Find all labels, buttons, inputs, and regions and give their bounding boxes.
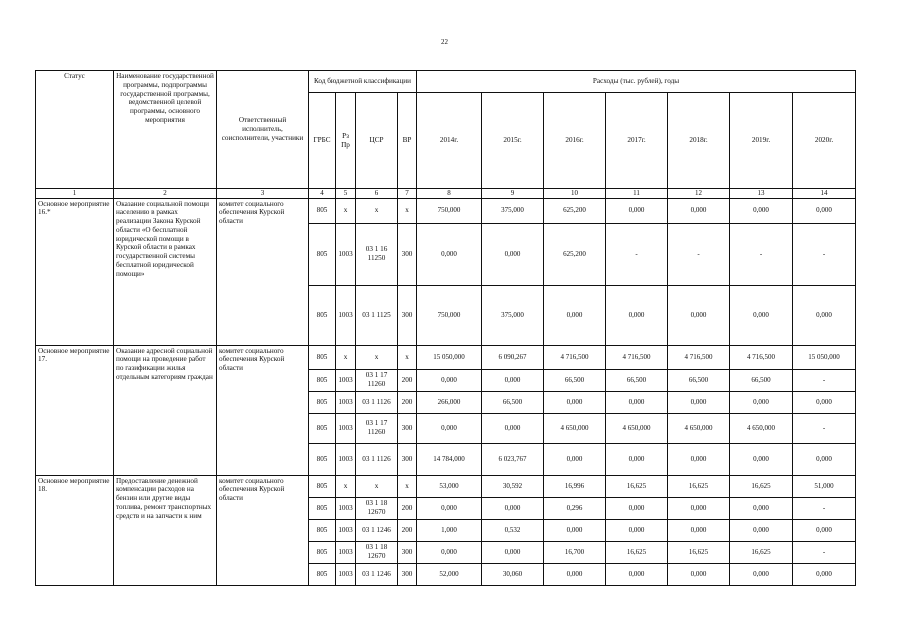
amount-cell: 0,000 (730, 285, 793, 345)
vr-cell: 200 (398, 391, 417, 413)
grbs-cell: 805 (309, 475, 336, 497)
amount-cell: 750,000 (417, 198, 482, 223)
amount-cell: 0,000 (482, 497, 544, 519)
amount-cell: 15 050,000 (793, 345, 856, 369)
csr-cell: 03 1 17 11260 (356, 369, 398, 391)
amount-cell: - (668, 223, 730, 285)
amount-cell: 16,625 (668, 541, 730, 563)
amount-cell: 750,000 (417, 285, 482, 345)
column-number: 10 (544, 189, 606, 199)
amount-cell: 625,200 (544, 198, 606, 223)
amount-cell: - (793, 223, 856, 285)
group-name: Предоставление денежной компенсации расходов на бензин или другие виды топлива, ремонт транспортных средств и на запчасти к ним (114, 475, 217, 585)
amount-cell: 0,000 (668, 198, 730, 223)
vr-cell: 300 (398, 413, 417, 443)
header-name: Наименование государственной программы, подпрограммы государственной программы, ведомственной целевой программы, основного мероприятия (114, 71, 217, 189)
csr-cell: 03 1 18 12670 (356, 497, 398, 519)
amount-cell: 0,000 (417, 497, 482, 519)
amount-cell: 4 716,500 (668, 345, 730, 369)
amount-cell: 0,000 (544, 391, 606, 413)
amount-cell: 266,000 (417, 391, 482, 413)
amount-cell: 4 716,500 (730, 345, 793, 369)
amount-cell: - (793, 413, 856, 443)
column-number: 8 (417, 189, 482, 199)
header-expenses: Расходы (тыс. рублей), годы (417, 71, 856, 93)
amount-cell: 0,000 (606, 285, 668, 345)
rzpr-cell: 1003 (336, 391, 356, 413)
rzpr-cell: 1003 (336, 541, 356, 563)
amount-cell: 0,532 (482, 519, 544, 541)
amount-cell: 0,000 (668, 285, 730, 345)
budget-table (35, 70, 856, 586)
amount-cell: 0,000 (793, 563, 856, 585)
amount-cell: 4 650,000 (668, 413, 730, 443)
group-status: Основное мероприятие 16.* (36, 198, 114, 345)
amount-cell: 16,625 (730, 541, 793, 563)
column-number: 3 (217, 189, 309, 199)
vr-cell: 200 (398, 519, 417, 541)
amount-cell: 0,000 (544, 519, 606, 541)
header-rzpr: Рз Пр (336, 93, 356, 189)
amount-cell: 66,500 (606, 369, 668, 391)
grbs-cell: 805 (309, 369, 336, 391)
csr-cell: 03 1 18 12670 (356, 541, 398, 563)
header-year: 2020г. (793, 93, 856, 189)
amount-cell: 0,000 (482, 413, 544, 443)
vr-cell: 300 (398, 443, 417, 475)
column-number: 7 (398, 189, 417, 199)
amount-cell: 4 650,000 (606, 413, 668, 443)
column-number: 5 (336, 189, 356, 199)
vr-cell: 300 (398, 285, 417, 345)
header-year: 2014г. (417, 93, 482, 189)
rzpr-cell: x (336, 475, 356, 497)
amount-cell: 0,000 (417, 541, 482, 563)
amount-cell: 52,000 (417, 563, 482, 585)
amount-cell: 16,625 (730, 475, 793, 497)
amount-cell: 0,000 (544, 563, 606, 585)
amount-cell: 0,000 (606, 563, 668, 585)
column-number: 12 (668, 189, 730, 199)
rzpr-cell: 1003 (336, 497, 356, 519)
amount-cell: 0,000 (544, 285, 606, 345)
vr-cell: 300 (398, 223, 417, 285)
amount-cell: 0,000 (417, 413, 482, 443)
column-number: 2 (114, 189, 217, 199)
header-year: 2018г. (668, 93, 730, 189)
grbs-cell: 805 (309, 391, 336, 413)
grbs-cell: 805 (309, 223, 336, 285)
amount-cell: - (606, 223, 668, 285)
grbs-cell: 805 (309, 563, 336, 585)
amount-cell: 0,000 (730, 519, 793, 541)
amount-cell: 66,500 (730, 369, 793, 391)
amount-cell: 0,000 (730, 391, 793, 413)
amount-cell: 0,000 (606, 443, 668, 475)
header-year: 2016г. (544, 93, 606, 189)
header-csr: ЦСР (356, 93, 398, 189)
rzpr-cell: 1003 (336, 223, 356, 285)
csr-cell: x (356, 475, 398, 497)
group-name: Оказание социальной помощи населению в рамках реализации Закона Курской области «О бесплатной юридической помощи в Курской области в рамках государственной системы бесплатной юридической помощи» (114, 198, 217, 345)
amount-cell: 16,625 (668, 475, 730, 497)
amount-cell: 0,296 (544, 497, 606, 519)
amount-cell: 0,000 (606, 497, 668, 519)
group-status: Основное мероприятие 18. (36, 475, 114, 585)
amount-cell: 0,000 (668, 519, 730, 541)
amount-cell: 6 023,767 (482, 443, 544, 475)
amount-cell: 1,000 (417, 519, 482, 541)
grbs-cell: 805 (309, 285, 336, 345)
table-row (36, 198, 856, 223)
column-number: 4 (309, 189, 336, 199)
amount-cell: 0,000 (544, 443, 606, 475)
amount-cell: 0,000 (793, 519, 856, 541)
amount-cell: 66,500 (544, 369, 606, 391)
amount-cell: 0,000 (606, 198, 668, 223)
table-row (36, 475, 856, 497)
amount-cell: 0,000 (668, 443, 730, 475)
amount-cell: 0,000 (606, 391, 668, 413)
grbs-cell: 805 (309, 443, 336, 475)
amount-cell: 16,625 (606, 475, 668, 497)
amount-cell: 0,000 (730, 443, 793, 475)
header-year: 2017г. (606, 93, 668, 189)
amount-cell: 0,000 (730, 497, 793, 519)
amount-cell: 16,625 (606, 541, 668, 563)
group-status: Основное мероприятие 17. (36, 345, 114, 475)
amount-cell: 0,000 (668, 563, 730, 585)
group-responsible: комитет социального обеспечения Курской области (217, 345, 309, 475)
amount-cell: 0,000 (668, 497, 730, 519)
vr-cell: 300 (398, 563, 417, 585)
amount-cell: 30,592 (482, 475, 544, 497)
amount-cell: 16,996 (544, 475, 606, 497)
page-number: 22 (441, 38, 448, 46)
grbs-cell: 805 (309, 541, 336, 563)
amount-cell: - (793, 369, 856, 391)
csr-cell: 03 1 16 11250 (356, 223, 398, 285)
amount-cell: 15 050,000 (417, 345, 482, 369)
csr-cell: 03 1 1126 (356, 443, 398, 475)
amount-cell: 14 784,000 (417, 443, 482, 475)
csr-cell: 03 1 1246 (356, 563, 398, 585)
grbs-cell: 805 (309, 413, 336, 443)
column-number: 1 (36, 189, 114, 199)
vr-cell: 200 (398, 369, 417, 391)
amount-cell: - (793, 541, 856, 563)
csr-cell: 03 1 1126 (356, 391, 398, 413)
header-year: 2015г. (482, 93, 544, 189)
amount-cell: 0,000 (730, 198, 793, 223)
amount-cell: 625,200 (544, 223, 606, 285)
column-number: 14 (793, 189, 856, 199)
vr-cell: x (398, 198, 417, 223)
header-grbs: ГРБС (309, 93, 336, 189)
rzpr-cell: 1003 (336, 563, 356, 585)
rzpr-cell: 1003 (336, 443, 356, 475)
rzpr-cell: 1003 (336, 413, 356, 443)
table-row (36, 345, 856, 369)
vr-cell: 200 (398, 497, 417, 519)
amount-cell: 0,000 (793, 391, 856, 413)
amount-cell: 66,500 (482, 391, 544, 413)
column-number: 11 (606, 189, 668, 199)
group-responsible: комитет социального обеспечения Курской области (217, 475, 309, 585)
amount-cell: 0,000 (482, 541, 544, 563)
amount-cell: 16,700 (544, 541, 606, 563)
grbs-cell: 805 (309, 497, 336, 519)
amount-cell: 53,000 (417, 475, 482, 497)
amount-cell: - (793, 497, 856, 519)
csr-cell: 03 1 17 11260 (356, 413, 398, 443)
rzpr-cell: x (336, 198, 356, 223)
rzpr-cell: 1003 (336, 285, 356, 345)
header-budget-code: Код бюджетной классификации (309, 71, 417, 93)
csr-cell: 03 1 1125 (356, 285, 398, 345)
header-responsible: Ответственный исполнитель, соисполнители, участники (217, 71, 309, 189)
amount-cell: 4 716,500 (544, 345, 606, 369)
amount-cell: - (730, 223, 793, 285)
amount-cell: 0,000 (482, 223, 544, 285)
amount-cell: 30,060 (482, 563, 544, 585)
amount-cell: 375,000 (482, 285, 544, 345)
group-name: Оказание адресной социальной помощи на проведение работ по газификации жилья отдельным категориям граждан (114, 345, 217, 475)
grbs-cell: 805 (309, 198, 336, 223)
column-number: 13 (730, 189, 793, 199)
vr-cell: x (398, 345, 417, 369)
header-vr: ВР (398, 93, 417, 189)
amount-cell: 375,000 (482, 198, 544, 223)
csr-cell: 03 1 1246 (356, 519, 398, 541)
grbs-cell: 805 (309, 345, 336, 369)
amount-cell: 0,000 (730, 563, 793, 585)
vr-cell: x (398, 475, 417, 497)
group-responsible: комитет социального обеспечения Курской области (217, 198, 309, 345)
rzpr-cell: 1003 (336, 519, 356, 541)
amount-cell: 4 650,000 (544, 413, 606, 443)
csr-cell: x (356, 198, 398, 223)
column-number: 9 (482, 189, 544, 199)
amount-cell: 0,000 (793, 285, 856, 345)
amount-cell: 0,000 (482, 369, 544, 391)
csr-cell: x (356, 345, 398, 369)
amount-cell: 51,000 (793, 475, 856, 497)
amount-cell: 0,000 (793, 443, 856, 475)
header-year: 2019г. (730, 93, 793, 189)
amount-cell: 6 090,267 (482, 345, 544, 369)
rzpr-cell: x (336, 345, 356, 369)
column-number: 6 (356, 189, 398, 199)
amount-cell: 0,000 (793, 198, 856, 223)
vr-cell: 300 (398, 541, 417, 563)
amount-cell: 0,000 (606, 519, 668, 541)
amount-cell: 0,000 (668, 391, 730, 413)
amount-cell: 4 716,500 (606, 345, 668, 369)
amount-cell: 66,500 (668, 369, 730, 391)
grbs-cell: 805 (309, 519, 336, 541)
amount-cell: 0,000 (417, 223, 482, 285)
rzpr-cell: 1003 (336, 369, 356, 391)
amount-cell: 4 650,000 (730, 413, 793, 443)
header-status: Статус (36, 71, 114, 189)
amount-cell: 0,000 (417, 369, 482, 391)
